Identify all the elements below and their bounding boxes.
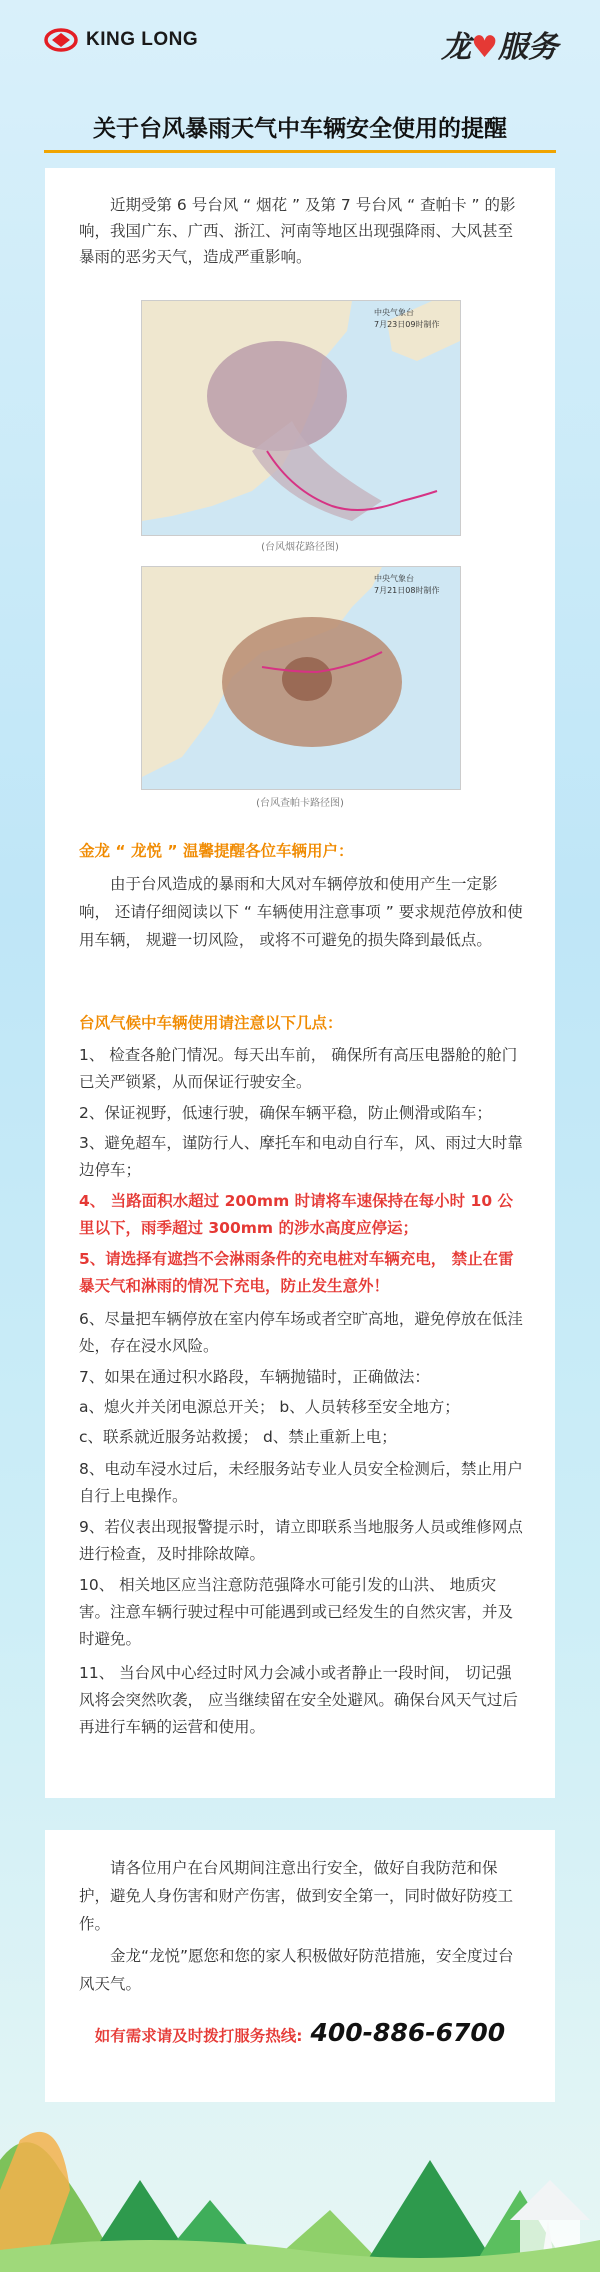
service-hotline <box>45 2018 555 2047</box>
note-item: 8、电动车浸水过后，未经服务站专业人员安全检测后，禁止用户自行上电操作。 <box>79 1460 523 1505</box>
note-item: 2、保证视野，低速行驶，确保车辆平稳，防止侧滑或陷车； <box>79 1104 492 1122</box>
note-item: 11、 当台风中心经过时风力会减小或者静止一段时间， 切记强风将会突然吹袭， 应当继续留在安全处避风。确保台风天气过后再进行车辆的运营和使用。 <box>79 1664 518 1736</box>
hotline-label: 如有需求请及时拨打服务热线: <box>94 2027 303 2045</box>
note-item: a、熄火并关闭电源总开关； b、人员转移至安全地方； <box>79 1398 460 1416</box>
map-stamp-org: 中央气象台 <box>374 308 414 317</box>
hotline-number[interactable]: 400-886-6700 <box>310 2018 506 2047</box>
notes-heading: 台风气候中车辆使用请注意以下几点： <box>79 1014 343 1032</box>
slogan-post: 服务 <box>498 30 558 65</box>
closing-paragraph: 请各位用户在台风期间注意出行安全，做好自我防范和保护，避免人身伤害和财产伤害，做到安全第一，同时做好防疫工作。 <box>79 1859 514 1933</box>
map-stamp-org: 中央气象台 <box>374 574 414 583</box>
typhoon-cempaka-map-image <box>142 567 460 789</box>
brand-name: KING LONG <box>86 29 199 50</box>
closing-card <box>45 1830 555 2102</box>
map-caption: (台风查帕卡路径图) <box>256 798 344 809</box>
note-item: c、联系就近服务站救援； d、禁止重新上电； <box>79 1428 397 1446</box>
closing-paragraph: 金龙“龙悦”愿您和您的家人积极做好防范措施，安全度过台风天气。 <box>79 1947 514 1993</box>
typhoon-cempaka-map <box>141 566 461 790</box>
note-item: 10、 相关地区应当注意防范强降水可能引发的山洪、 地质灾害。注意车辆行驶过程中可能遇到或已经发生的自然灾害，并及时避免。 <box>79 1576 514 1648</box>
note-item: 7、如果在通过积水路段，车辆抛锚时，正确做法： <box>79 1368 430 1386</box>
brand-logo <box>44 28 198 52</box>
intro-paragraph: 近期受第 6 号台风 “ 烟花 ” 及第 7 号台风 “ 查帕卡 ” 的影响，我国广东、广西、浙江、河南等地区出现强降雨、大风甚至暴雨的恶劣天气，造成严重影响。 <box>79 196 516 266</box>
typhoon-in-fa-map-image <box>142 301 460 535</box>
decorative-landscape <box>0 2100 600 2272</box>
typhoon-in-fa-map <box>141 300 461 536</box>
header <box>0 0 600 95</box>
title-divider <box>44 150 556 153</box>
slogan-pre: 龙 <box>441 30 472 65</box>
map-stamp-time: 7月23日09时制作 <box>374 320 440 329</box>
note-item: 6、尽量把车辆停放在室内停车场或者空旷高地，避免停放在低洼处，存在浸水风险。 <box>79 1310 523 1355</box>
page-title: 关于台风暴雨天气中车辆安全使用的提醒 <box>93 116 507 142</box>
note-item: 1、 检查各舱门情况。每天出车前， 确保所有高压电器舱的舱门已关严锁紧，从而保证行驶安全。 <box>79 1046 518 1091</box>
heart-icon: ♥ <box>471 30 498 65</box>
map-caption: (台风烟花路径图) <box>261 542 339 553</box>
note-item: 9、若仪表出现报警提示时，请立即联系当地服务人员或维修网点进行检查，及时排除故障。 <box>79 1518 523 1563</box>
note-item: 3、避免超车，谨防行人、摩托车和电动自行车，风、雨过大时靠边停车； <box>79 1134 523 1179</box>
notice-card <box>45 168 555 1798</box>
map-stamp-time: 7月21日08时制作 <box>374 586 440 595</box>
greeting-body: 由于台风造成的暴雨和大风对车辆停放和使用产生一定影响， 还请仔细阅读以下 “ 车辆使用注意事项 ” 要求规范停放和使用车辆， 规避一切风险， 或将不可避免的损失降到最低点。 <box>79 875 523 949</box>
service-slogan <box>441 22 558 66</box>
note-item-warning: 4、 当路面积水超过 200mm 时请将车速保持在每小时 10 公里以下，雨季超过 300mm 的涉水高度应停运； <box>79 1192 513 1237</box>
greeting-heading: 金龙 “ 龙悦 ” 温馨提醒各位车辆用户： <box>79 842 354 860</box>
note-item-warning: 5、请选择有遮挡不会淋雨条件的充电桩对车辆充电， 禁止在雷暴天气和淋雨的情况下充电，防止发生意外！ <box>79 1250 514 1295</box>
king-long-logo-icon <box>44 28 78 52</box>
